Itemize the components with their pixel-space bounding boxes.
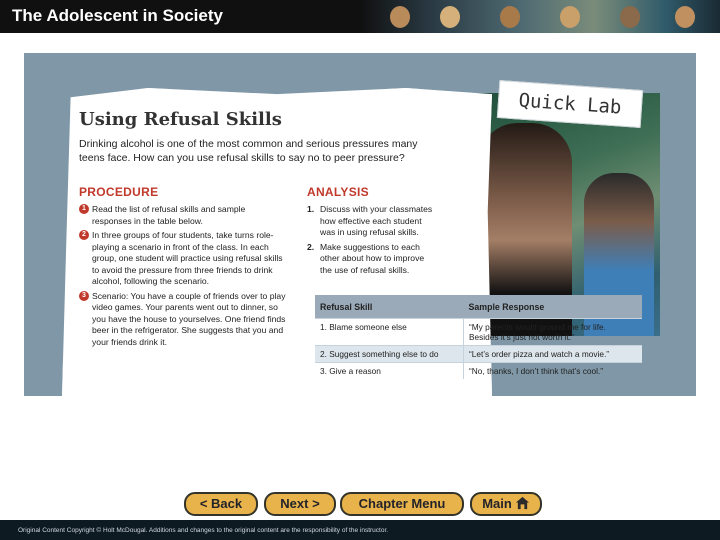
- table-row: [315, 346, 642, 363]
- navigation-bar: [0, 492, 720, 514]
- next-button[interactable]: Next >: [264, 492, 336, 516]
- table-header-row: [315, 295, 642, 319]
- analysis-text: Discuss with your classmates how effective each student was in using refusal skills.: [320, 204, 433, 237]
- analysis-item: [307, 204, 435, 239]
- step-text: Scenario: You have a couple of friends over to play video games. Your parents went out to dinner, so you have the house to yourselves. One friend finds beer in the refrigerator. She suggests that you and your friends drink it.: [92, 290, 286, 347]
- table-cell: 1. Blame someone else: [315, 319, 464, 346]
- lab-title: Using Refusal Skills: [79, 109, 282, 130]
- step-number-badge: 2: [79, 230, 89, 240]
- step-text: Read the list of refusal skills and sample responses in the table below.: [92, 204, 246, 226]
- column-header-sample-response: Sample Response: [464, 295, 643, 319]
- table-row: [315, 319, 642, 346]
- procedure-step: [79, 204, 287, 227]
- analysis-number: 2.: [307, 241, 315, 252]
- procedure-list: [79, 204, 287, 351]
- home-icon: [515, 496, 530, 510]
- step-text: In three groups of four students, take turns role-playing a scenario in front of the class. In each group, one student will practice using refusal skills to avoid the pressure from three friends to drink alcohol, following the scenario.: [92, 230, 283, 286]
- table-cell: “No, thanks, I don’t think that’s cool.”: [464, 363, 643, 380]
- procedure-step: [79, 230, 287, 288]
- analysis-heading: ANALYSIS: [307, 185, 369, 199]
- copyright-notice: Original Content Copyright © Holt McDougal. Additions and changes to the original content are the responsibility of the instructor.: [18, 527, 389, 534]
- step-number-badge: 1: [79, 204, 89, 214]
- step-number-badge: 3: [79, 291, 89, 301]
- procedure-step: [79, 291, 287, 349]
- analysis-number: 1.: [307, 204, 315, 214]
- refusal-skills-table: [315, 295, 642, 379]
- footer-bar: [0, 520, 720, 540]
- table-cell: 3. Give a reason: [315, 363, 464, 380]
- main-button-label: Main: [482, 496, 512, 511]
- analysis-text: Make suggestions to each other about how to improve the use of refusal skills.: [320, 241, 425, 275]
- back-button[interactable]: < Back: [184, 492, 258, 516]
- table-cell: “Let’s order pizza and watch a movie.”: [464, 346, 643, 363]
- chapter-menu-button[interactable]: Chapter Menu: [340, 492, 464, 516]
- page-title: The Adolescent in Society: [12, 6, 223, 25]
- procedure-heading: PROCEDURE: [79, 185, 159, 199]
- analysis-item: [307, 242, 435, 277]
- quick-lab-badge: Quick Lab: [497, 80, 643, 128]
- quick-lab-slide: [24, 53, 696, 396]
- table-cell: “My parents would ground me for life. Besides it’s just not worth it.”: [464, 319, 643, 346]
- header-bar: [0, 0, 720, 33]
- table-cell: 2. Suggest something else to do: [315, 346, 464, 363]
- table-row: [315, 363, 642, 380]
- analysis-list: [307, 204, 435, 279]
- header-banner-image: [360, 0, 720, 33]
- main-button[interactable]: [470, 492, 542, 516]
- column-header-refusal-skill: Refusal Skill: [315, 295, 464, 319]
- lab-intro: Drinking alcohol is one of the most common and serious pressures many teens face. How can you use refusal skills to say no to peer pressure?: [79, 138, 418, 164]
